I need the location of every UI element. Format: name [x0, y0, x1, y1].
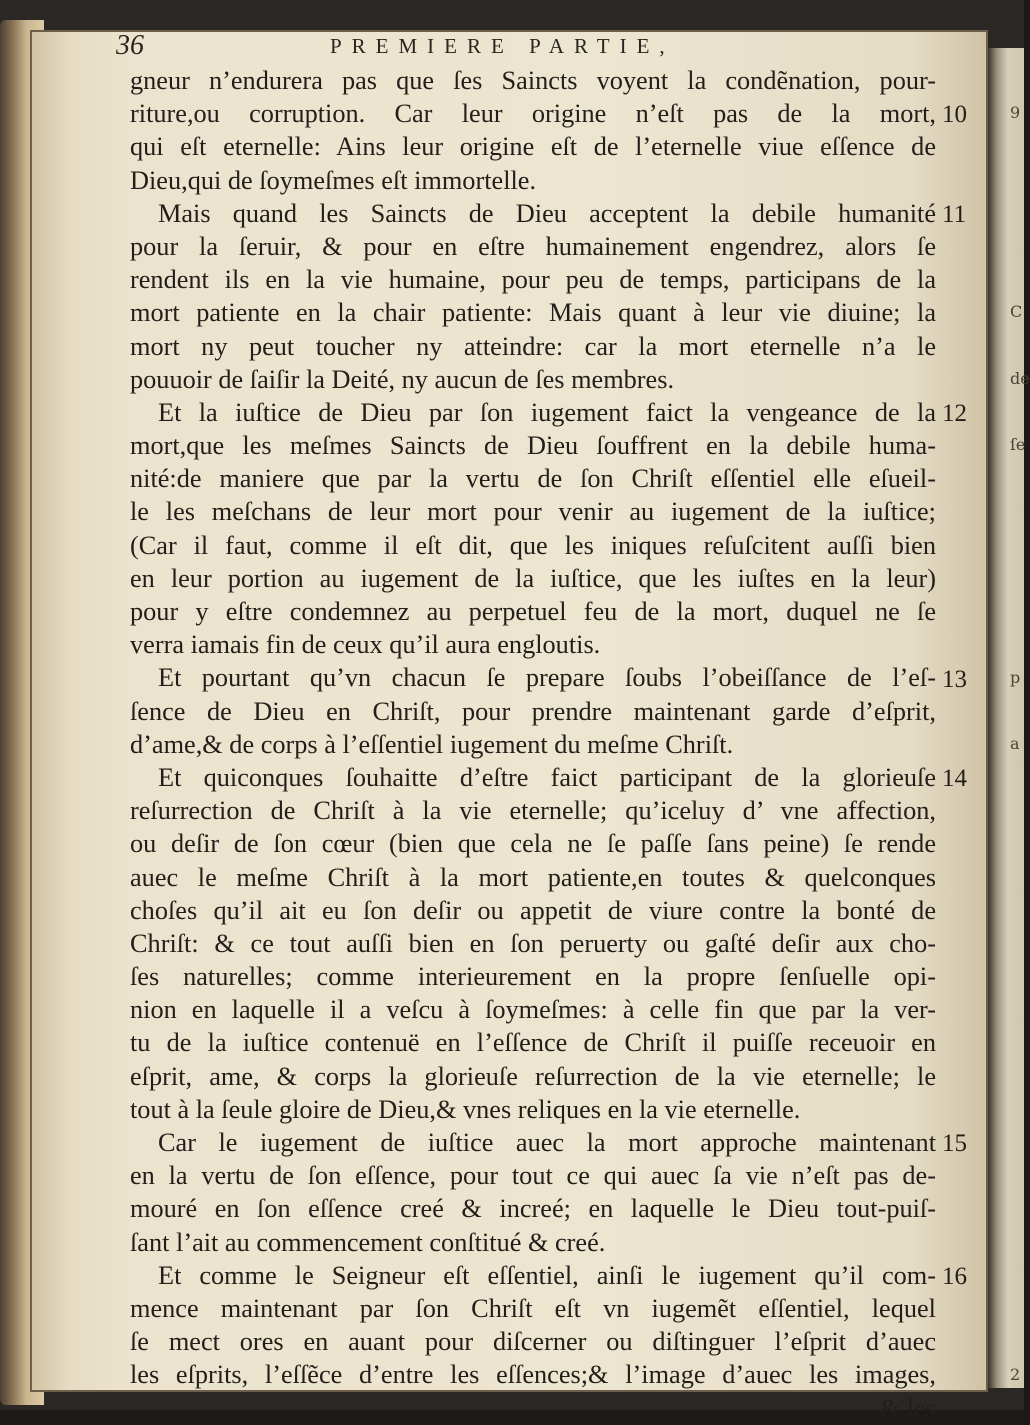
text-line: nion en laquelle il a veſcu à ſoymeſmes: à celle fin que par la ver-: [130, 995, 936, 1025]
text-line: reſurrection de Chriſt à la vie eternelle; qu’iceluy d’ vne affection,: [130, 796, 936, 826]
facing-page-char: de: [1010, 368, 1030, 388]
facing-page-char: a: [1010, 734, 1020, 753]
facing-page-char: C: [1010, 302, 1023, 322]
text-line: mouré en ſon eſſence creé & increé; en laquelle le Dieu tout-puiſ-: [130, 1194, 936, 1224]
text-line: ou deſir de ſon cœur (bien que cela ne ſe paſſe ſans peine) ſe rende: [130, 829, 936, 859]
text-line: auec le meſme Chriſt à la mort patiente,en toutes & quelconques: [130, 862, 936, 892]
facing-page-char: ſe: [1010, 435, 1026, 455]
text-line: pour la ſeruir, & pour en eſtre humainement engendrez, alors ſe: [130, 231, 936, 261]
text-line: mence maintenant par ſon Chriſt eſt vn iugemẽt eſſentiel, lequel: [130, 1293, 936, 1323]
text-line: gneur n’endurera pas que ſes Saincts voyent la condẽnation, pour-: [130, 66, 936, 95]
text-line: eſprit, ame, & corps la glorieuſe reſurrection de la vie eternelle; le: [130, 1061, 936, 1091]
text-line: Car le iugement de iuſtice auec la mort approche maintenant: [158, 1128, 936, 1157]
text-line: les eſprits, l’eſſẽce d’entre les eſſences;& l’image d’auec les images,: [130, 1360, 936, 1390]
text-line: choſes qu’il ait eu ſon deſir ou appetit de viure contre la bonté de: [130, 895, 936, 925]
text-line: Chriſt: & ce tout auſſi bien en ſon peruerty ou gaſté deſir aux cho-: [130, 928, 936, 958]
text-line: ſes naturelles; comme interieurement en la propre ſenſuelle opi-: [130, 962, 936, 992]
text-line: Et pourtant qu’vn chacun ſe prepare ſoubs l’obeiſſance de l’eſ-: [158, 663, 936, 693]
verse-number: 11: [942, 200, 967, 228]
text-line: Et la iuſtice de Dieu par ſon iugement faict la vengeance de la: [158, 397, 936, 427]
verse-number: 16: [942, 1263, 967, 1291]
verse-number: 14: [942, 765, 967, 793]
text-line: verra iamais fin de ceux qu’il aura engloutis.: [130, 630, 601, 660]
verse-number: 15: [942, 1130, 967, 1158]
text-line: Mais quand les Saincts de Dieu acceptent la debile humanité: [158, 198, 936, 228]
facing-page-edge: [988, 48, 1024, 1388]
text-line: mort ny peut toucher ny atteindre: car la mort eternelle n’a le: [130, 331, 936, 361]
text-line: nité:de maniere que par la vertu de ſon Chriſt eſſentiel elle eſueil-: [130, 464, 936, 494]
text-line: (Car il faut, comme il eſt dit, que les iniques reſuſcitent auſſi bien: [130, 530, 936, 560]
running-head-title: PREMIERE PARTIE,: [330, 34, 675, 58]
text-line: rendent ils en la vie humaine, pour peu de temps, participans de la: [130, 265, 936, 295]
verse-number: 13: [942, 665, 967, 693]
verse-number: 10: [942, 101, 967, 129]
facing-page-char: 9: [1010, 103, 1021, 123]
text-line: Dieu,qui de ſoymeſmes eſt immortelle.: [130, 165, 537, 195]
text-line: ſant l’ait au commencement conſtitué & creé.: [130, 1227, 606, 1257]
text-line: ſe mect ores en auant pour diſcerner ou diſtinguer l’eſprit d’auec: [130, 1327, 936, 1357]
text-line: mort,que les meſmes Saincts de Dieu ſouffrent en la debile huma-: [130, 431, 936, 461]
text-line: tout à la ſeule gloire de Dieu,& vnes reliques en la vie eternelle.: [130, 1094, 801, 1124]
text-line: & les: [879, 1393, 936, 1423]
facing-page-char: 2: [1010, 1364, 1021, 1384]
text-line: le les meſchans de leur mort pour venir au iugement de la iuſtice;: [130, 497, 936, 527]
text-line: pouuoir de ſaiſir la Deité, ny aucun de ſes membres.: [130, 364, 675, 394]
body-text: [130, 64, 936, 1425]
text-line: qui eſt eternelle: Ains leur origine eſt de l’eternelle viue eſſence de: [130, 132, 936, 162]
text-line: mort patiente en la chair patiente: Mais quant à leur vie diuine; la: [130, 298, 936, 328]
text-line: en la vertu de ſon eſſence, pour tout ce qui auec ſa vie n’eſt pas de-: [130, 1161, 936, 1191]
text-line: en leur portion au iugement de la iuſtice, que les iuſtes en la leur): [130, 563, 936, 593]
text-line: pour y eſtre condemnez au perpetuel feu de la mort, duquel ne ſe: [130, 597, 936, 626]
verse-number: 12: [942, 400, 967, 427]
text-line: d’ame,& de corps à l’eſſentiel iugement du meſme Chriſt.: [130, 729, 734, 759]
text-line: Et quiconques ſouhaitte d’eſtre faict participant de la glorieuſe: [158, 762, 936, 792]
text-line: tu de la iuſtice contenuë en l’eſſence de Chriſt il puiſſe receuoir en: [130, 1028, 936, 1058]
page-number: 36: [116, 30, 144, 61]
text-line: ſence de Dieu en Chriſt, pour prendre maintenant garde d’eſprit,: [130, 696, 936, 726]
text-line: riture,ou corruption. Car leur origine n’eſt pas de la mort,: [130, 99, 936, 129]
text-line: Et comme le Seigneur eſt eſſentiel, ainſi le iugement qu’il com-: [158, 1260, 936, 1290]
running-head: [116, 30, 936, 66]
facing-page-char: p: [1010, 667, 1021, 687]
